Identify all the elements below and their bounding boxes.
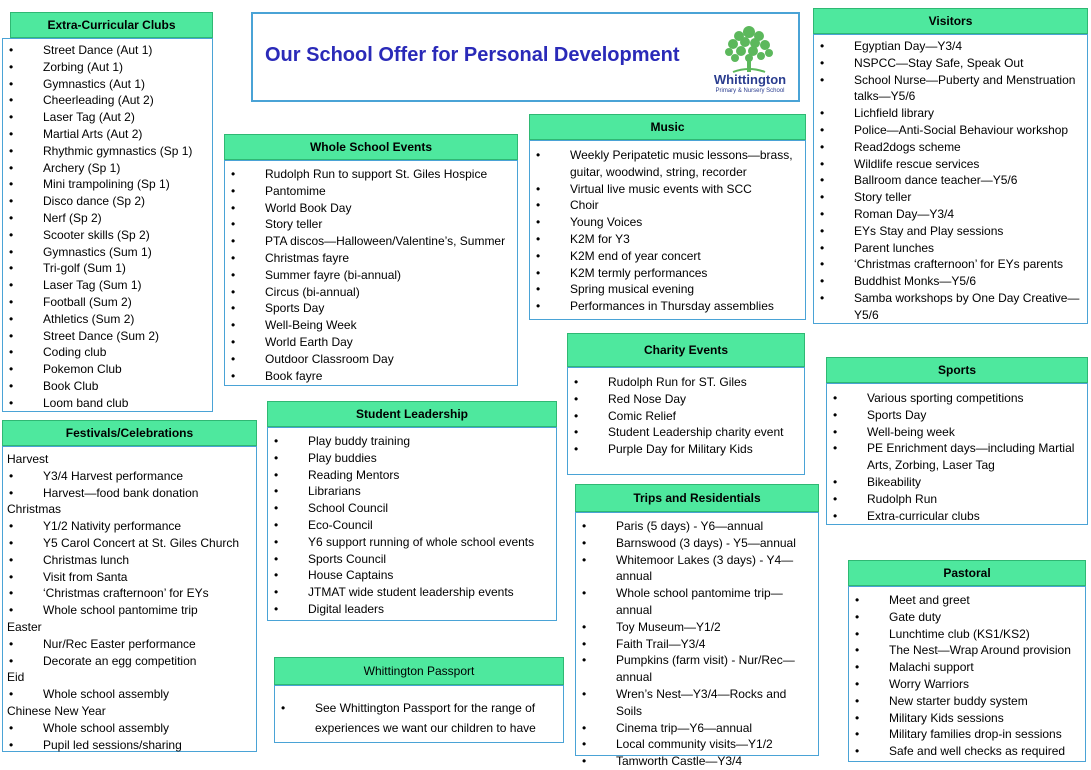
list-item: • Paris (5 days) - Y6—annual <box>576 518 818 535</box>
charity-panel <box>567 367 805 475</box>
list-item: • Rudolph Run <box>827 491 1087 508</box>
list-item: • Rhythmic gymnastics (Sp 1) <box>3 143 212 160</box>
list-item: • EYs Stay and Play sessions <box>814 223 1087 240</box>
list-item: • School Nurse—Puberty and Menstruation talks—Y5/6 <box>814 72 1087 106</box>
harvest-list <box>3 468 256 502</box>
list-item: • New starter buddy system <box>849 693 1085 710</box>
list-item: • Reading Mentors <box>268 467 556 484</box>
list-item: • Ballroom dance teacher—Y5/6 <box>814 172 1087 189</box>
list-item: • ‘Christmas crafternoon’ for EYs <box>3 585 256 602</box>
clubs-heading: Extra-Curricular Clubs <box>10 12 213 38</box>
list-item: • Military Kids sessions <box>849 710 1085 727</box>
list-item: • Malachi support <box>849 659 1085 676</box>
list-item: • Faith Trail—Y3/4 <box>576 636 818 653</box>
list-item: • K2M end of year concert <box>530 248 805 265</box>
list-item: • Gymnastics (Aut 1) <box>3 76 212 93</box>
list-item: • Sports Day <box>225 300 517 317</box>
list-item: • Story teller <box>225 216 517 233</box>
list-item: • Rudolph Run for ST. Giles <box>568 374 804 391</box>
list-item: • Tamworth Castle—Y3/4 <box>576 753 818 770</box>
list-item: • Buddhist Monks—Y5/6 <box>814 273 1087 290</box>
sports-panel <box>826 383 1088 525</box>
list-item: • Cheerleading (Aut 2) <box>3 92 212 109</box>
list-item: • Lichfield library <box>814 105 1087 122</box>
list-item: • PE Enrichment days—including Martial Arts, Zorbing, Laser Tag <box>827 440 1087 474</box>
list-item: • Book Club <box>3 378 212 395</box>
list-item: • Performances in Thursday assemblies <box>530 298 805 315</box>
list-item: • Wren’s Nest—Y3/4—Rocks and Soils <box>576 686 818 720</box>
festivals-panel <box>2 446 257 752</box>
logo-subtitle: Primary & Nursery School <box>715 88 785 94</box>
list-item: • Roman Day—Y3/4 <box>814 206 1087 223</box>
whole-school-panel <box>224 160 518 386</box>
list-item: • Choir <box>530 197 805 214</box>
list-item: • Circus (bi-annual) <box>225 284 517 301</box>
easter-list <box>3 636 256 670</box>
list-item: • Decorate an egg competition <box>3 653 256 670</box>
festivals-heading: Festivals/Celebrations <box>2 420 257 446</box>
list-item: • Virtual live music events with SCC <box>530 181 805 198</box>
christmas-list <box>3 518 256 619</box>
list-item: • Meet and greet <box>849 592 1085 609</box>
list-item: • Comic Relief <box>568 408 804 425</box>
list-item: • Sports Day <box>827 407 1087 424</box>
list-item: • World Earth Day <box>225 334 517 351</box>
sports-list <box>827 390 1087 524</box>
list-item: • Well-being week <box>827 424 1087 441</box>
list-item: • Book fayre <box>225 368 517 385</box>
trips-panel <box>575 512 819 769</box>
list-item: • Local community visits—Y1/2 <box>576 736 818 753</box>
list-item: • Extra-curricular clubs <box>827 508 1087 525</box>
list-item: • K2M termly performances <box>530 265 805 282</box>
list-item: • Story teller <box>814 189 1087 206</box>
page-title: Our School Offer for Personal Development <box>265 44 680 66</box>
list-item: • Y6 support running of whole school events <box>268 534 556 551</box>
list-item: • Pokemon Club <box>3 361 212 378</box>
visitors-list <box>814 38 1087 324</box>
list-item: • Worry Warriors <box>849 676 1085 693</box>
eid-list <box>3 686 256 703</box>
leadership-list <box>268 433 556 618</box>
list-item: • Coding club <box>3 344 212 361</box>
music-list <box>530 147 805 315</box>
festival-group-chinese-new-year: Chinese New Year <box>7 703 106 718</box>
list-item: • Various sporting competitions <box>827 390 1087 407</box>
list-item: • Gymnastics (Sum 1) <box>3 244 212 261</box>
list-item: • Whole school pantomime trip <box>3 602 256 619</box>
list-item: • Student Leadership charity event <box>568 424 804 441</box>
passport-heading: Whittington Passport <box>274 657 564 685</box>
pastoral-list <box>849 592 1085 760</box>
list-item: • Street Dance (Sum 2) <box>3 328 212 345</box>
list-item: • Bikeability <box>827 474 1087 491</box>
leadership-heading: Student Leadership <box>267 401 557 427</box>
trips-list <box>576 518 818 770</box>
list-item: • Laser Tag (Sum 1) <box>3 277 212 294</box>
passport-text: • See Whittington Passport for the range of experiences we want our children to have <box>275 686 563 738</box>
list-item: • Visit from Santa <box>3 569 256 586</box>
list-item: • K2M for Y3 <box>530 231 805 248</box>
charity-list <box>568 374 804 458</box>
list-item: • Well-Being Week <box>225 317 517 334</box>
list-item: • School Council <box>268 500 556 517</box>
visitors-heading: Visitors <box>813 8 1088 34</box>
festival-group-eid: Eid <box>7 670 25 685</box>
list-item: • Sports Council <box>268 551 556 568</box>
list-item: • Read2dogs scheme <box>814 139 1087 156</box>
list-item: • Purple Day for Military Kids <box>568 441 804 458</box>
list-item: • Nur/Rec Easter performance <box>3 636 256 653</box>
clubs-list <box>3 42 212 412</box>
list-item: • NSPCC—Stay Safe, Speak Out <box>814 55 1087 72</box>
list-item: • Spring musical evening <box>530 281 805 298</box>
list-item: • Toy Museum—Y1/2 <box>576 619 818 636</box>
list-item: • Whole school assembly <box>3 720 256 737</box>
list-item: • Disco dance (Sp 2) <box>3 193 212 210</box>
list-item: • Loom band club <box>3 395 212 412</box>
list-item: • Zorbing (Aut 1) <box>3 59 212 76</box>
list-item: • Harvest—food bank donation <box>3 485 256 502</box>
list-item: • Police—Anti-Social Behaviour workshop <box>814 122 1087 139</box>
visitors-panel <box>813 34 1088 324</box>
list-item: • Outdoor Classroom Day <box>225 351 517 368</box>
trips-heading: Trips and Residentials <box>575 484 819 512</box>
list-item: • Archery (Sp 1) <box>3 160 212 177</box>
list-item: • Pantomime <box>225 183 517 200</box>
clubs-panel <box>2 38 213 412</box>
list-item: • The Nest—Wrap Around provision <box>849 642 1085 659</box>
list-item: • Young Voices <box>530 214 805 231</box>
list-item: • Martial Arts (Aut 2) <box>3 126 212 143</box>
chinese-new-year-list <box>3 720 256 754</box>
list-item: • Play buddy training <box>268 433 556 450</box>
list-item: • Whitemoor Lakes (3 days) - Y4—annual <box>576 552 818 586</box>
list-item: • Librarians <box>268 483 556 500</box>
list-item: • Play buddies <box>268 450 556 467</box>
list-item: • Safe and well checks as required <box>849 743 1085 760</box>
list-item: • Rudolph Run to support St. Giles Hospice <box>225 166 517 183</box>
pastoral-heading: Pastoral <box>848 560 1086 586</box>
list-item: • Y3/4 Harvest performance <box>3 468 256 485</box>
list-item: • Cinema trip—Y6—annual <box>576 720 818 737</box>
list-item: • House Captains <box>268 567 556 584</box>
list-item: • Eco-Council <box>268 517 556 534</box>
logo-name: Whittington <box>713 72 787 87</box>
list-item: • Summer fayre (bi-annual) <box>225 267 517 284</box>
list-item: • Samba workshops by One Day Creative—Y5/6 <box>814 290 1087 324</box>
whole-school-list <box>225 166 517 384</box>
list-item: • Barnswood (3 days) - Y5—annual <box>576 535 818 552</box>
festival-group-easter: Easter <box>7 619 42 634</box>
festival-group-christmas: Christmas <box>7 502 62 517</box>
list-item: • Football (Sum 2) <box>3 294 212 311</box>
list-item: • Street Dance (Aut 1) <box>3 42 212 59</box>
list-item: • Lunchtime club (KS1/KS2) <box>849 626 1085 643</box>
list-item: • Digital leaders <box>268 601 556 618</box>
list-item: • Scooter skills (Sp 2) <box>3 227 212 244</box>
list-item: • Christmas fayre <box>225 250 517 267</box>
leadership-panel <box>267 427 557 621</box>
list-item: • Gate duty <box>849 609 1085 626</box>
list-item: • Pumpkins (farm visit) - Nur/Rec—annual <box>576 652 818 686</box>
music-panel <box>529 140 806 320</box>
music-heading: Music <box>529 114 806 140</box>
list-item: • Laser Tag (Aut 2) <box>3 109 212 126</box>
list-item: • Tri-golf (Sum 1) <box>3 260 212 277</box>
list-item: • Wildlife rescue services <box>814 156 1087 173</box>
title-banner <box>251 12 800 102</box>
list-item: • Whole school assembly <box>3 686 256 703</box>
charity-heading: Charity Events <box>567 333 805 367</box>
list-item: • Parent lunches <box>814 240 1087 257</box>
sports-heading: Sports <box>826 357 1088 383</box>
list-item: • Nerf (Sp 2) <box>3 210 212 227</box>
list-item: • Y1/2 Nativity performance <box>3 518 256 535</box>
list-item: • Mini trampolining (Sp 1) <box>3 176 212 193</box>
list-item: • PTA discos—Halloween/Valentine’s, Summer <box>225 233 517 250</box>
list-item: • Whole school pantomime trip—annual <box>576 585 818 619</box>
list-item: • JTMAT wide student leadership events <box>268 584 556 601</box>
list-item: • Y5 Carol Concert at St. Giles Church <box>3 535 256 552</box>
list-item: • Military families drop-in sessions <box>849 726 1085 743</box>
festival-group-harvest: Harvest <box>7 452 49 466</box>
passport-panel <box>274 685 564 743</box>
list-item: • Pupil led sessions/sharing <box>3 737 256 754</box>
list-item: • Egyptian Day—Y3/4 <box>814 38 1087 55</box>
list-item: • Weekly Peripatetic music lessons—brass, guitar, woodwind, string, recorder <box>530 147 805 181</box>
whole-school-heading: Whole School Events <box>224 134 518 160</box>
list-item: • Christmas lunch <box>3 552 256 569</box>
list-item: • World Book Day <box>225 200 517 217</box>
pastoral-panel <box>848 586 1086 762</box>
list-item: • Red Nose Day <box>568 391 804 408</box>
list-item: • ‘Christmas crafternoon’ for EYs parents <box>814 256 1087 273</box>
list-item: • Athletics (Sum 2) <box>3 311 212 328</box>
